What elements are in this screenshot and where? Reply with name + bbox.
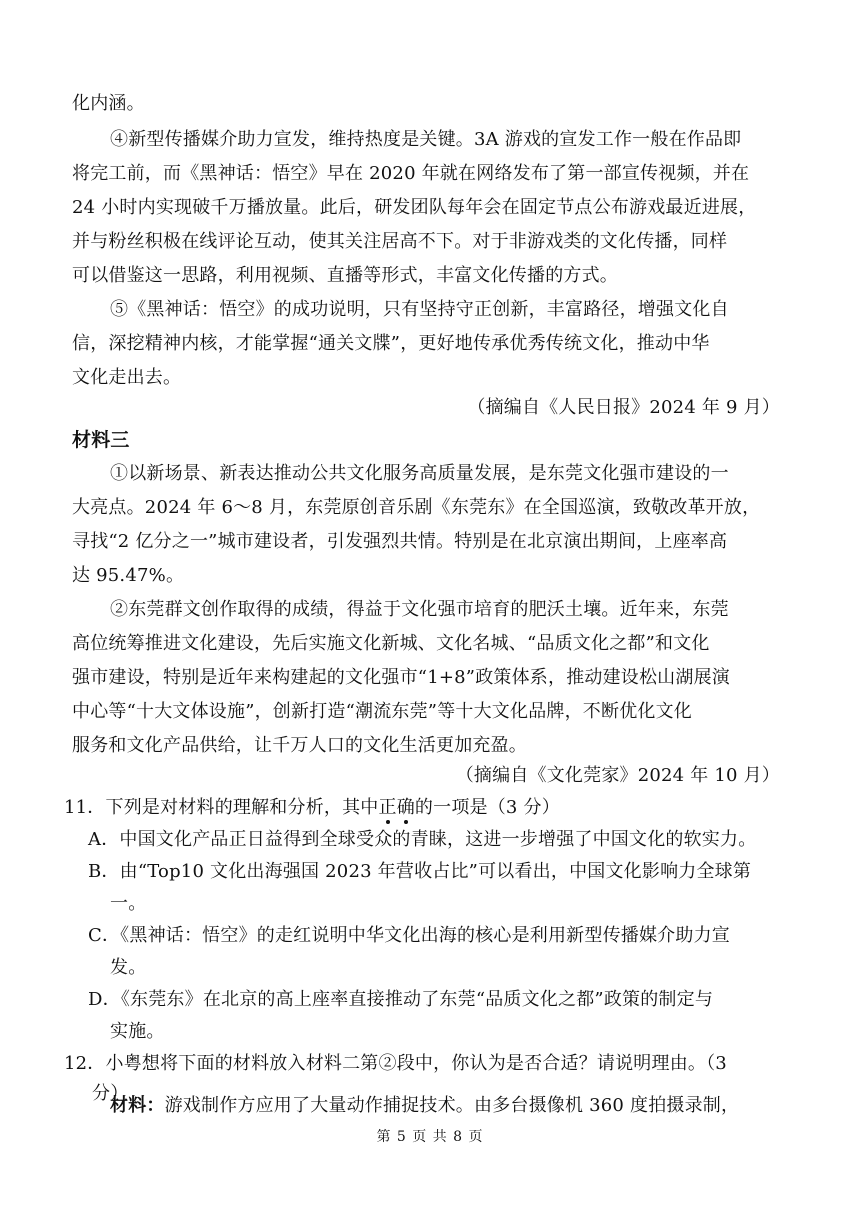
text-line: ⑤《黑神话：悟空》的成功说明，只有坚持守正创新，丰富路径，增强文化自 bbox=[110, 299, 729, 320]
question-12-stem: 12．小粤想将下面的材料放入材料二第②段中，你认为是否合适？请说明理由。（3 bbox=[64, 1053, 727, 1074]
option-c-cont: 发。 bbox=[110, 957, 147, 978]
emphasis-char: 正 bbox=[378, 797, 397, 818]
section-heading: 材料三 bbox=[72, 429, 130, 451]
text-line: 24 小时内实现破千万播放量。此后，研发团队每年会在固定节点公布游戏最近进展， bbox=[72, 197, 757, 218]
text-line: 达 95.47%。 bbox=[72, 565, 185, 586]
text-line: 大亮点。2024 年 6～8 月，东莞原创音乐剧《东莞东》在全国巡演，致敬改革开放， bbox=[72, 497, 761, 518]
question-stem-text: 的一项是（3 分） bbox=[414, 797, 560, 818]
question-11-stem bbox=[64, 796, 800, 820]
text-line: 信，深挖精神内核，才能掌握“通关文牒”，更好地传承优秀传统文化，推动中华 bbox=[72, 333, 710, 354]
option-c: C．《黑神话：悟空》的走红说明中华文化出海的核心是利用新型传播媒介助力宣 bbox=[88, 925, 730, 946]
text-line: 并与粉丝积极在线评论互动，使其关注居高不下。对于非游戏类的文化传播，同样 bbox=[72, 231, 728, 252]
text-line: 文化走出去。 bbox=[72, 367, 182, 388]
text-line: 化内涵。 bbox=[72, 93, 145, 114]
text-line: ②东莞群文创作取得的成绩，得益于文化强市培育的肥沃土壤。近年来，东莞 bbox=[110, 599, 729, 620]
page-number-footer: 第 5 页 共 8 页 bbox=[376, 1129, 484, 1145]
question-stem-text: 11．下列是对材料的理解和分析，其中 bbox=[64, 797, 379, 818]
question-12-stem-cont: 分） bbox=[92, 1083, 129, 1104]
source-citation: （摘编自《文化莞家》2024 年 10 月） bbox=[455, 765, 780, 786]
text-line: 将完工前，而《黑神话：悟空》早在 2020 年就在网络发布了第一部宣传视频，并在 bbox=[72, 163, 750, 184]
source-citation: （摘编自《人民日报》2024 年 9 月） bbox=[467, 397, 780, 418]
question-12-material bbox=[110, 1094, 800, 1118]
text-line: 高位统筹推进文化建设，先后实施文化新城、文化名城、“品质文化之都”和文化 bbox=[72, 633, 710, 654]
option-b-cont: 一。 bbox=[110, 893, 147, 914]
text-line: 可以借鉴这一思路，利用视频、直播等形式，丰富文化传播的方式。 bbox=[72, 265, 618, 286]
emphasis-char: 确 bbox=[396, 797, 415, 818]
text-line: 寻找“2 亿分之一”城市建设者，引发强烈共情。特别是在北京演出期间，上座率高 bbox=[72, 531, 728, 552]
option-a: A．中国文化产品正日益得到全球受众的青睐，这进一步增强了中国文化的软实力。 bbox=[88, 829, 757, 850]
text-line: 服务和文化产品供给，让千万人口的文化生活更加充盈。 bbox=[72, 735, 527, 756]
text-line: 中心等“十大文体设施”，创新打造“潮流东莞”等十大文化品牌，不断优化文化 bbox=[72, 701, 693, 722]
text-line: 强市建设，特别是近年来构建起的文化强市“1+8”政策体系，推动建设松山湖展演 bbox=[72, 667, 730, 688]
text-line: ①以新场景、新表达推动公共文化服务高质量发展，是东莞文化强市建设的一 bbox=[110, 463, 729, 484]
text-line: ④新型传播媒介助力宣发，维持热度是关键。3A 游戏的宣发工作一般在作品即 bbox=[110, 129, 742, 150]
option-d-cont: 实施。 bbox=[110, 1021, 165, 1042]
material-text: 游戏制作方应用了大量动作捕捉技术。由多台摄像机 360 度拍摄录制， bbox=[164, 1095, 740, 1116]
option-d: D．《东莞东》在北京的高上座率直接推动了东莞“品质文化之都”政策的制定与 bbox=[88, 989, 714, 1010]
material-label: 材料： bbox=[110, 1095, 165, 1116]
option-b: B．由“Top10 文化出海强国 2023 年营收占比”可以看出，中国文化影响力全球第 bbox=[88, 861, 752, 882]
